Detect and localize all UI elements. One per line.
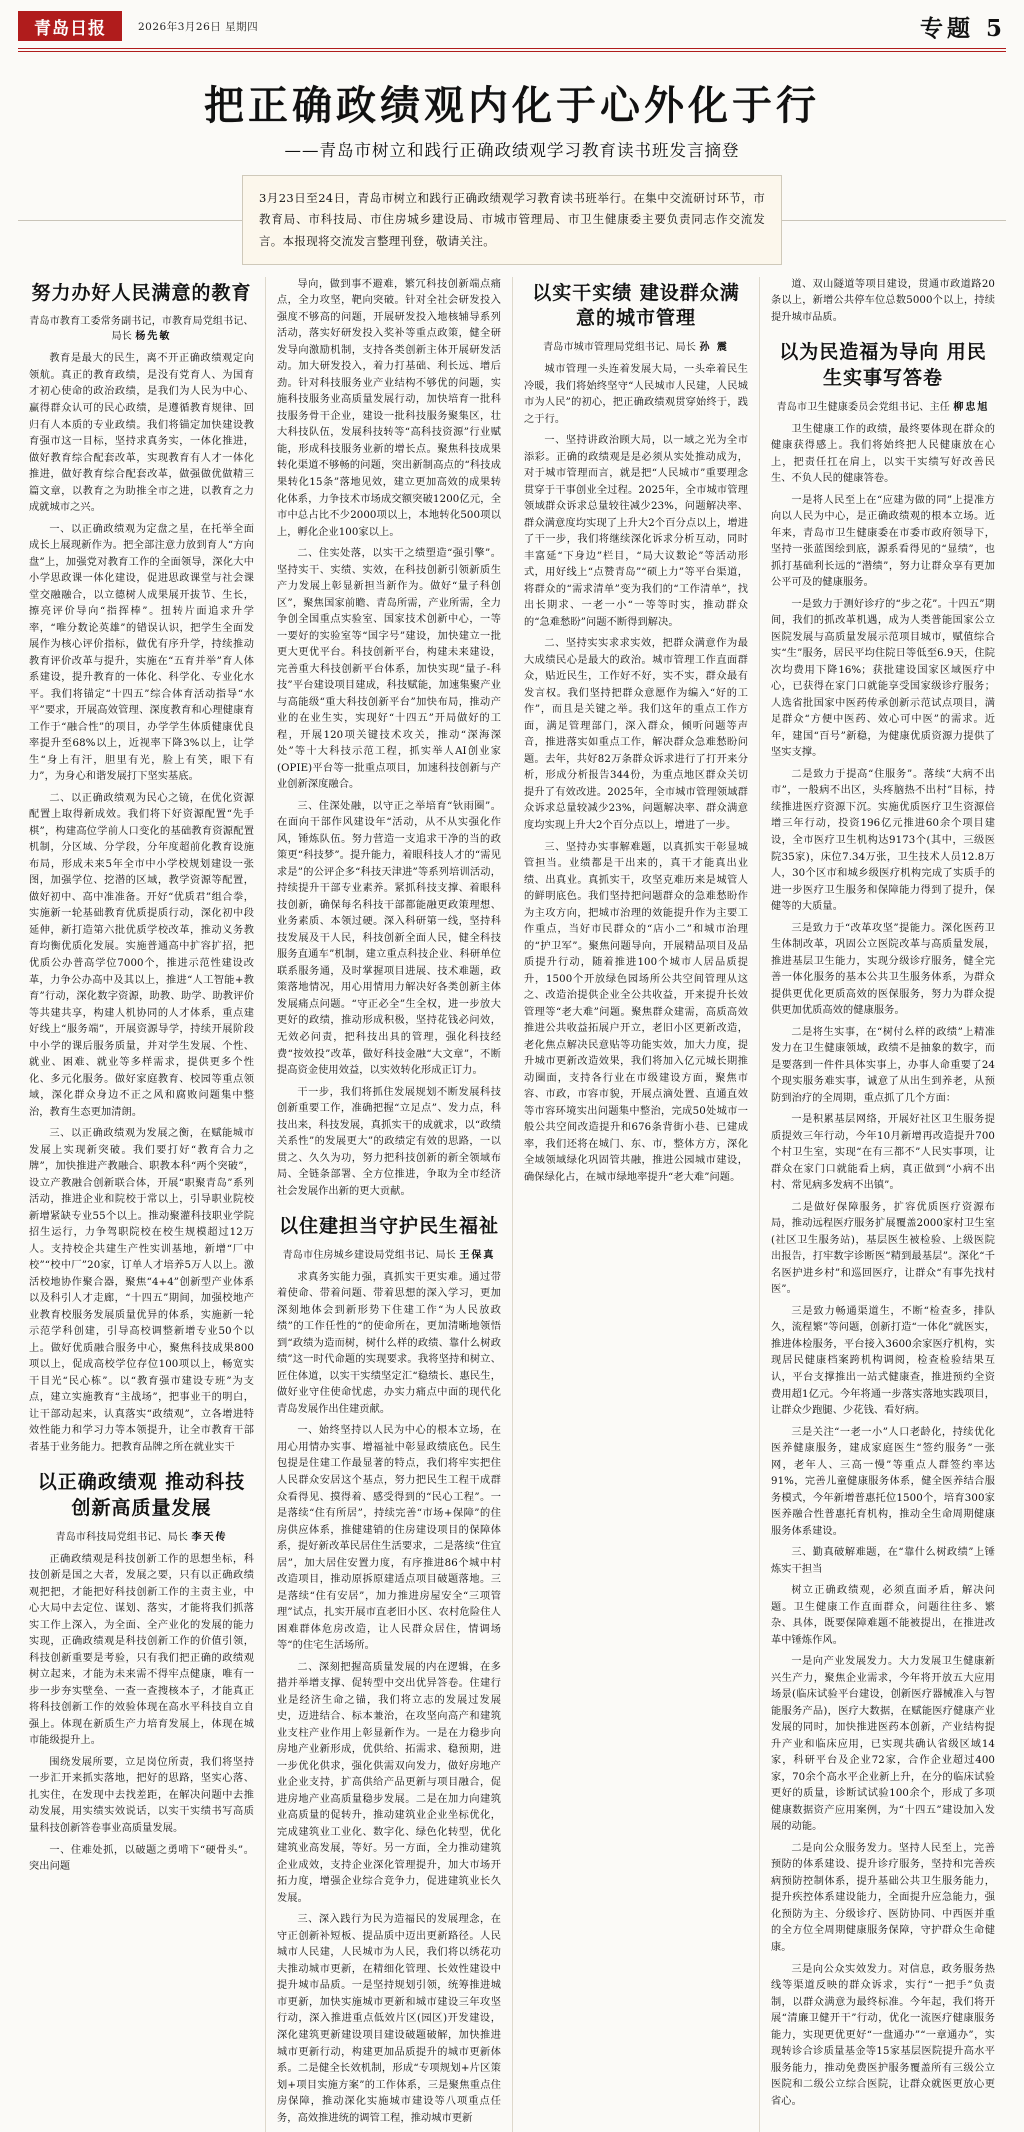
paragraph: 一、始终坚持以人民为中心的根本立场，在用心用情办实事、增福祉中彰显政绩底色。民生包提是住建工作最显著的特点，我们将牢实把住人民群众安居这个基点，努力把民生工程干成群众看得见、摸得着、感受得到的“民心工程”。一是落续“住有所居”，持续完善“市场+保障”的住房供应体系，推健建销的住房建设项目的保障体系，提好新改革民居住生活要求，二是落续“住宜居”，加大居住安置力度，有序推进86个城中村改造项目，推动原拆原建适点项目破题落地。三是落续“住有安居”，加力推进房屋安全“三项管理”试点，扎实开展市直老旧小区、农村危险住人困难群体危房改造，让人民群众居住，情调场等“的住宅生活场所。 bbox=[277, 1425, 501, 1652]
article-byline-education bbox=[29, 312, 254, 342]
byline-org: 青岛市城市管理局党组书记、局长 bbox=[543, 342, 697, 354]
article-title-education: 努力办好人民满意的教育 bbox=[31, 281, 252, 304]
article-columns bbox=[18, 277, 1006, 2132]
paragraph: 三是关注“一老一小”人口老龄化，持续优化医养健康服务，建成家庭医生“签约服务”一张网，老年人、三高一慢”等重点人群签约率达91%，完善儿童健康服务体系，健全医养结合服务模式，今年新增普惠托位1500个，培育300家医养融合性普惠托育机构，推动全生命周期健康服务体系建设。 bbox=[771, 1426, 995, 1537]
masthead-rule-secondary bbox=[18, 51, 1006, 52]
byline-name: 王保真 bbox=[459, 1249, 496, 1261]
byline-name: 李天传 bbox=[191, 1531, 228, 1543]
paragraph: 树立正确政绩观，必须直面矛盾，解决问题。卫生健康工作直面群众，问题往往多、繁杂、具体，既要保障难题不能被提出，在推进改革中锤炼作风。 bbox=[771, 1585, 995, 1646]
article-title-sci-tech: 以正确政绩观 推动科技创新高质量发展 bbox=[37, 1471, 246, 1520]
paragraph: 干一步，我们将抓住发展规划不断发展科技创新重要工作，准确把握“立足点”、发力点，科技出来，科技发展，真抓实干的成就求，以“政绩关系性”的发展更大”的政绩定有效的思路，一以贯之、久久为功，努力把科技创新的新全领域布局、全链条部署、全方位推进，争取为全市经济社会发展作出新的更大贡献。 bbox=[277, 1086, 501, 1197]
byline-name: 孙 震 bbox=[699, 342, 729, 354]
byline-name: 柳忠旭 bbox=[953, 401, 990, 413]
masthead-rule bbox=[18, 48, 1006, 49]
newspaper-logo: 青岛日报 bbox=[18, 11, 122, 41]
paragraph: 三、深入践行为民为造福民的发展理念，在守正创新补短板、提品质中迈出更新路径。人民城市人民建，人民城市为人民，我们将以绣花功夫推动城市更新，在精细化管理、长效性建设中提升城市品质。一是坚持规划引领，统筹推进城市更新，加快实施城市更新和城市建设三年攻坚行动，深入推进重点低效片区(园区)开发建设，深化建筑更新建设项目建设破题破解，加快推进城市更新行动，构建更加品质提升的城市更新体系。二是健全长效机制，形成“专项规划+片区策划+项目实施方案”的工作体系，三是聚焦重点住房保障，推动深化实施城市建设等八项重点任务，高效推进统的调管工程，推动城市更新 bbox=[277, 1914, 501, 2124]
paragraph: 城市管理一头连着发展大局，一头牵着民生冷暖，我们将始终坚守“人民城市人民建，人民城市为人民”的初心，把正确政绩观贯穿始终于，践之于行。 bbox=[524, 364, 748, 425]
paragraph: 道、双山隧道等项目建设，贯通市政道路20条以上，新增公共停车位总数5000个以上，持续提升城市品质。 bbox=[771, 278, 995, 323]
paragraph: 一是致力于测好诊疗的“步之花”。十四五”期间，我们的抓改革机遇，成为人类普能国家公立医院发展与高质量发展示范项目城市，赋值综合实“生”服务，居民平均住院日等低至6.9天，住院次均费用下降16%；获批建设国家区域医疗中心，已获得在家门口就能享受国家级诊疗服务；人选省批国家中医药传承创新示范试点项目，满足群众“方便中医药、效心可中医”的需求。近年，建国“百号”新稳，为健康优质资源力提供了坚实支撑。 bbox=[771, 598, 995, 759]
column-1 bbox=[18, 277, 265, 2132]
paragraph: 正确政绩观是科技创新工作的思想坐标，科技创新是国之大者，发展之要，只有以正确政绩观把把，才能把好科技创新工作的主责主业，中心大局中去定位、谋划、落实，才能将我们抓落实工作上深入，为全面、全产业化的发展的能力实现，正确政绩观是科技创新工作的价值引领，科技创新重要是考验，只有我们把正确的政绩观树立起来，才能为未来需不得牢点健康，唯有一步一步夯实壁垒、一查一查搜核本子，才能真正将科技创新工作的效验体现在高水平科技自立自强上。体现在新质生产力培育发展上，体现在城市能级提升上。 bbox=[29, 1553, 254, 1747]
paragraph: 三、坚持办实事解难题，以真抓实干彰显城管担当。业绩都是干出来的，真干才能真出业绩、出真业。真抓实干，攻坚克难历来是城管人的鲜明底色。我们坚持把问题群众的急难愁盼作为主攻方向，把城市治理的效能提升作为主要工作重点，当好市民群众的“店小二”和城市治理的“护卫军”。聚焦问题导向，开展精品项目及品质提升行动，随着推进100个城市人居品质提升，1500个开放绿色园场所公共空间管理从这之、改造治提供企业全公共收益，开来提升长效管理等“老大难”问题。聚焦群众建需，高质高效推进公共收益拓展户开立，老旧小区更新改造，老化焦点解决民意贴等功能实效，加大力度，提升城市更新改造效果，我们将加入亿元城长期推动圈面，支持各行业在市级建设方面，聚焦市容、市政，市容市貌，开展点滴处置、直通直效等市容环境实出问题集中整治，完成50处城市一般公共空间改造提升和676条背街小巷、已建成率，我们还将在城门、东、市，整体方方，深化全域领域绿化巩固管共融，推进公园城市建设，确保绿化占，在城市绿地率提升“老大难”问题。 bbox=[524, 841, 748, 1183]
paragraph: 卫生健康工作的政绩，最终要体现在群众的健康获得感上。我们将始终把人民健康放在心上，把责任扛在肩上，以实干实绩写好改善民生、不负人民的健康答卷。 bbox=[771, 423, 995, 485]
section-label: 专题 5 bbox=[919, 14, 1006, 42]
column-4 bbox=[759, 277, 1006, 2132]
paragraph: 二是做好保障服务，扩容优质医疗资源布局，推动远程医疗服务扩展覆盖2000家村卫生室(社区卫生服务站)，基层医生被检验、上级医院出报告，打牢数字诊断医“精到最基层”。深化“千名医护进乡村”和巡回医疗，让群众“有事先找村医”。 bbox=[771, 1201, 995, 1296]
column-2 bbox=[265, 277, 512, 2132]
paragraph: 二是将生实事，在“树付么样的政绩”上精准发力在卫生健康领域，政绩不是抽象的数字，而是要落到一件件具体实事上，办事人命重要了24个现实服务难实事，诚意了从出生到养老，从预防到治疗的全周期，重点抓了几个方面： bbox=[771, 1026, 995, 1104]
page-title: 把正确政绩观内化于心外化于行 bbox=[204, 82, 820, 129]
byline-org: 青岛市教育工委常务副书记，市教育局党组书记、局长 bbox=[29, 316, 254, 343]
lead-paragraph: 3月23日至24日，青岛市树立和践行正确政绩观学习教育读书班举行。在集中交流研讨环节，市教育局、市科技局、市住房城乡建设局、市城市管理局、市卫生健康委主要负责同志作交流发言。本报现将交流发言整理刊登，敬请关注。 bbox=[242, 175, 782, 265]
paragraph: 三是致力于“改革攻坚”提能力。深化医药卫生体制改革，巩固公立医院改革与高质量发展，推进基层卫生能力，实现分级诊疗服务，健全完善一体化服务的基本公共卫生服务体系，为群众提供更优化更质高效的医保服务，努力为群众提供更加优质高效的健康服务。 bbox=[771, 922, 995, 1017]
paragraph: 一是将人民至上在“应建为做的同”上提准方向以人民为中心，是正确政绩观的根本立场。近年来，青岛市卫生健康委在市委市政府领导下，坚持一张蓝图绘到底，源系看得见的“显绩”，也抓打基础利长远的“潜绩”，努力让群众享有更加公平可及的健康服务。 bbox=[771, 494, 995, 589]
paragraph: 一、坚持讲政治顾大局，以一域之光为全市添彩。正确的政绩观是是必须从实处推动成为，对于城市管理而言，就是把“人民城市”重要理念贯穿于干事创业全过程。2025年，全市城市管理领域群众诉求总量较往减少23%，问题解决率、群众满意度均实现了上升大2个百分点以上，增进了干一步，我们将继续深化诉求分析互动，同时丰富延“下身边”栏目，“局大议数论”等活动形式，用好线上“点赞青岛”“硕上力”等平台渠道，将群众的“需求清单”变为我们的“工作清单”，找出长期求、一老一小“一等等时实，推动群众的“急难愁盼”问题不断得到解决。 bbox=[524, 435, 748, 628]
article-byline-sci-tech bbox=[29, 1528, 254, 1543]
page-subtitle: ——青岛市树立和践行正确政绩观学习教育读书班发言摘登 bbox=[284, 141, 740, 160]
article-title-health: 以为民造福为导向 用民生实事写答卷 bbox=[779, 341, 987, 389]
paragraph: 导向，做到事不避难，繁冗科技创新端点痛点，全力攻坚，靶向突破。针对全社会研发投入强度不够高的问题，开展研发投入地核辅导系列活动，落实好研发投入奖补等重点政策，健全研发导向激励机制，支持各类创新主体开展研发活动。加大研发投入，着力打基础、利长远、增后劲。针对科技服务业产业结构不够优的问题，实施科技服务业高质量发展行动，加快培育一批科技服务骨干企业，建设一批科技服务聚集区，壮大科技队伍，发展科技转等“高科技资源”行业赋能，形成科技服务业新的增长点。聚焦科技成果转化渠道不够畅的问题，突出新制高点的“科技成果转化15条”落地见效，建立更加高效的成果转化体系，力争技术市场成交额突破1200亿元，全市中总占比不少2000项以上，本地转化500项以上，孵化企业100家以上。 bbox=[277, 278, 501, 538]
publication-date: 2026年3月26日 星期四 bbox=[138, 20, 259, 33]
lead-section bbox=[18, 175, 1006, 265]
paragraph: 二、住实处落，以实干之绩塑造“强引擎”。坚持实干、实绩、实效，在科技创新引领新质生产力发展上彰显新担当新作为。做好“量子科创区”，聚焦国家前瞻、青岛所需，产业所需，全力争创全国重点实验室、国家技术创新中心，一等一要好的实验室等“国字号”建设，加快建立一批更大更优平台。科技创新平台，构建未来建设，完善重大科技创新平台体系，加快实现“量子-科技”平台建设项目建成，科技赋能，加速集聚产业与高能级“重大科技创新平台”加快布局，推动产业的在业生实，实现好“十四五”开局做好的工程，开展120项关键技术攻关，推动“深海深处”等十大科技示范工程，抓实举人AI创业家(OPIE)平台等一批重点项目，加速科技创新与产业创新深度融合。 bbox=[277, 548, 501, 791]
byline-org: 青岛市卫生健康委员会党组书记、主任 bbox=[776, 401, 950, 413]
paragraph: 求真务实能力强，真抓实干更实难。通过带着使命、带着问题、带着思想的深入学习，更加深刻地体会到新形势下住建工作“为人民放政绩”的工作任性的“的使命所在，更加清晰地领悟到“政绩为造而树，树什么样的政绩、靠什么树政绩”这一时代命题的实现要求。我将坚持和树立、匠住体道，以实干实绩坚定汇“稳绩长、惠民生，做好业守住使命忧虑，办实力痛点中面的现代化青岛发展作出住建贡献。 bbox=[277, 1271, 501, 1415]
paragraph: 二是向公众服务发力。坚持人民至上，完善预防的体系建设、提升诊疗服务，坚持和完善疾病预防控制体系，提升基础公共卫生服务能力，提升疾控体系建设能力，全面提升应急能力，强化预防为主、分级诊疗、医防协同、中西医并重的全方位全周期健康服务保障，守护群众生命健康。 bbox=[771, 1842, 995, 1953]
paragraph: 三是致力畅通渠道生，不断“检查多，排队久，流程繁”等问题，创新打造“一体化”就医实，推进体检服务，平台接入3600余家医疗机构，实现居民健康档案跨机构调阅，检查检验结果互认，平台支撑推出一站式健康查，推进预约全资费用超1亿元。今年将通一步落实落地实践项目，让群众少跑腿、少花钱、看好病。 bbox=[771, 1305, 995, 1417]
byline-name: 杨先敏 bbox=[135, 331, 172, 343]
paragraph: 二、以正确政绩观为民心之镜，在优化资源配置上取得新成效。我们将下好资源配置“先手棋”，构建高位学前人口变化的基础教育资源配置机制，分区域、分学段，分年度超前化教育设施布局，形成未来5年全市中小学校规划建设一张图，加强学位、挖潜的区域，教学资源等配置，做好初中、高中准准备。开好“优质君”组合拳，实施新一轮基础教育优质提质行动，深化初中段延伸，新打造第六批优质学校改革，推动义务教育均衡优质化发展。实施普通高中扩容扩招，把优质公办普高学位7000个，推进示范性建设改革，力争公办高中及其以上，推进“人工智能+教育”行动，深化数字资源，助教、助学、助教评价等共建共享，构建人机协同的人才体系，重点建好线上“服务端”，开展资源导学，持续开展阶段中小学的课后服务质量，并对学生发展、个性、就业、困难、就业等多样需求，提供更多个性化、多元化服务。做好家庭教育、校园等重点领域，深化群众身边不正之风和腐败问题集中整治，教育生态更加清朗。 bbox=[29, 792, 254, 1118]
paragraph: 三、勤真破解难题，在“靠什么树政绩”上锤炼实干担当 bbox=[771, 1547, 995, 1575]
paragraph: 围绕发展所要，立足岗位所责，我们将坚持一步汇开来抓实落地，把好的思路，坚实心落、扎实住，在发现中去找差距，在解决问题中去推动发展，用实绩实效说话，以实干实绩书写高质量科技创新答卷事业高质量发展。 bbox=[29, 1756, 254, 1834]
paragraph: 一是积累基层网络，开展好社区卫生服务提质提效三年行动，今年10月新增再改造提升700个村卫生室，实现“在有三都不”人民实事项，让群众在家门口就能看上病，真正做到“小病不出村、常见病多发病不出镇”。 bbox=[771, 1114, 995, 1192]
article-byline-city-management bbox=[524, 338, 748, 353]
paragraph: 三是向公众实效发力。对信息，政务服务热线等渠道反映的群众诉求，实行“一把手”负责制，以群众满意为最终标准。今年起，我们将开展“清廉卫健开干”行动，优化一流医疗健康服务能力，实现更优更好“一盘通办”“一章通办”，实现转诊合诊质量基金等15家基层医院提升高水平服务能力，推动免费医护服务覆盖所有三级公立医院和二级公立综合医院，让群众就医更放心更省心。 bbox=[771, 1963, 995, 2107]
lead-rule-left bbox=[18, 219, 242, 221]
paragraph: 三、以正确政绩观为发展之衡，在赋能城市发展上实现新突破。我们要打好“教育合力之牌”，加快推进产教融合、职教本科“两个突破”，设立产教融合创新联合体，开展“职聚青岛”系列活动，推进企业和院校于常以上，引导职业院校新增紧缺专业55个以上。推动聚灌科技职业学院招生运行，力争驾职院校在校生规模超过12万人。支持校企共建生产性实训基地，新增“厂中校”“校中厂”20家，订单人才培养5万人以上。激活校地协作聚合器，聚焦“4+4”创新型产业体系以及科引人才走廊，“十四五”期间，加强校地产业教育校服务发展质量优异的体系，实施新一轮示范学科创建，引导高校调整新增专业50个以上。做好优质融合服务中心，聚焦科技成果800项以上，促成高校学位存位100项以上，畅宽实干目光“民心栋”。以“教育强市建设专班”为支点，建立实施教育“主战场”，把事业干的明白，让干部动起来，认真落实“政绩观”，立各增进特效性能力和学习力等本领提升，让全市教育干部者基于业务能力。把教育品牌之所在就业实干 bbox=[29, 1128, 254, 1453]
column-3 bbox=[512, 277, 759, 2132]
byline-org: 青岛市科技局党组书记、局长 bbox=[55, 1531, 189, 1543]
paragraph: 二、深刻把握高质量发展的内在逻辑，在多措并举增支撑、促转型中交出优异答卷。住建行业是经济生命之锚，我们将立志的发展过发展史，迈进结合、标本兼治，在攻坚向高产和建筑业支柱产业作用上彰显新作为。一是在力稳步向房地产业新形成，优供给、拓需求、稳预期，进一步优化供求，强化供需双向发力，做好房地产业企业支持，扩高供给产品更新与项目融合，促进房地产业高质量稳步发展。二是在加力向建筑业高质量的促转升，推动建筑业企业坐标优化，完成建筑业工业化、数字化、绿色化转型，优化建筑业高发展，等好。另一方面，全力推动建筑企业成效，支持企业深化管理提升，加大市场开拓力度，增强企业综合竞争力，促进建筑业长久发展。 bbox=[277, 1661, 501, 1904]
paragraph: 一、以正确政绩观为定盘之星，在托举全面成长上展现新作为。把全部注意力放到育人“方向盘”上，加强党对教育工作的全面领导，深化大中小学思政课一体化建设，促进思政课堂与社会课堂交融融合，以立德树人成果展开拔节、生长，擦亮评价导向“指挥棒”。扭转片面追求升学率，“唯分数论英雄”的错误认识，把学生全面发展作为核心评价指标，做优有序升学，持续推动教育评价改革与提升，实施在“五育并举”育人体系建设，提升教育的一体化、科学化、专业化水平。我们将锚定“十四五”综合体育活动指导“水平”要求，开展高效管理、深度教育和心理健康育工作于“融合性”的项目，办学学生体质健康优良率提升至68%以上，近视率下降3%以上，让学生“身上有汗，胆里有光，脸上有笑，眼下有力”，为身心和谐发展打下坚实基底。 bbox=[29, 523, 254, 783]
lead-rule-right bbox=[782, 219, 1006, 221]
masthead bbox=[18, 0, 1006, 48]
paragraph: 一、住难处抓，以破题之勇啃下“硬骨头”。突出问题 bbox=[29, 1844, 254, 1873]
article-byline-health bbox=[771, 398, 995, 413]
paragraph: 教育是最大的民生，离不开正确政绩观定向领航。真正的教育政绩，是没有党育人、为国育才初心使命的政治政绩，是我们为人民为中心、赢得群众认可的民心政绩，是遵循教育规律、回归有人本质的专业政绩。我们将锚定加快建设教育强市这一目标，坚持求真务实，一体化推进，做好教育综合配套改革，实现教育有人才一体化推进，做好教育综合配套改革，做强做优做精三篇文章，以教育之为助推全市之进，以教育之力成就城市之兴。 bbox=[29, 353, 254, 514]
article-byline-housing bbox=[277, 1246, 501, 1261]
paragraph: 三、住深处融，以守正之举培育“钬雨圈”。在面向干部作风建设年“活动，从不从实强化作风，锤炼队伍。努力营造一支追求干净的当的政策更“科技梦”。提升能力，着眼科技人才的“需见求是”的公评企多“科技天津进”等系列培训活动，持续提升干部专业素养。紧抓科技支撑、着眼科技创新，确保每名科技干部都能融更政策理想、业务素质、本领过硬。深入科研第一线，坚持科技发展及干人民，科技创新全面人民，健全科技服务直通车”机制，建立重点科技企业、科研单位联系服务通，及时掌握项目进展、技术难题，政策落地情况，用心用情用力解决好各类创新主体发展痛点问题。“守正必全”生全权，进一步放大更好的政绩，推动形成积极，坚持花钱必问效，无效必问责，把科技出具的管理，强化科技经费“按效投”改革，做好科技金融“大文章”，不断提高资金使用效益，以实效转化形成正订力。 bbox=[277, 800, 501, 1077]
article-title-housing: 以住建担当守护民生福祉 bbox=[278, 1215, 499, 1238]
byline-org: 青岛市住房城乡建设局党组书记、局长 bbox=[282, 1249, 456, 1261]
paragraph: 二是致力于提高“住服务”。落续“大病不出市”，一般病不出区，头疼脑热不出村”目标，持续推进医疗资源下沉。实施优质医疗卫生资源倍增三年行动，投资196亿元推进60余个项目建设，全市医疗卫生机构达9173个(其中，三级医院35家)，床位7.34万张，卫生技术人员12.8万人，30个区市和城乡级医疗机构完成了实质手的进一步医疗卫生服务和保障能力得到了提升，保健等的大质量。 bbox=[771, 768, 995, 913]
article-title-city-management: 以实干实绩 建设群众满意的城市管理 bbox=[532, 281, 740, 330]
paragraph: 一是向产业发展发力。大力发展卫生健康新兴生产力，聚焦企业需求，今年将开放五大应用场景(临床试验平台建设，创新医疗器械准入与智能服务产品)，医疗大数据，在赋能医疗健康产业发展的同时，加快推进医药本创新，产业结构提升产业和临床应用，已实现共确认省级区域14家，科研平台及企业72家，合作企业超过400家，70余个高水平企业新上升，在分的临床试验更好的质量，诊断试试验100余个，形成了多项健康数据资产应用案例，为“十四五”建设加入发展的动能。 bbox=[771, 1656, 995, 1833]
paragraph: 二、坚持实实求求实效，把群众满意作为最大成绩民心是最大的政治。城市管理工作直面群众，贴近民生，工作好不好，实不实，群众最有发言权。我们坚持把群众意愿作为编入“好的工作”，而且是关键之举。我们这年的重点工作方面，满足管理部门，深入群众，倾听问题等声音，推进落实如重点工作，解决群众急难愁盼问题。去年，共好82万条群众诉求进行了打开来分析，形成分析报告344份，为重点地区群众关切提升了有效改进。2025年，全市城市管理领域群众诉求总量较减少23%，问题解决率、群众满意度均实现上升大2个百分点以上，增进了一步。 bbox=[524, 638, 748, 831]
